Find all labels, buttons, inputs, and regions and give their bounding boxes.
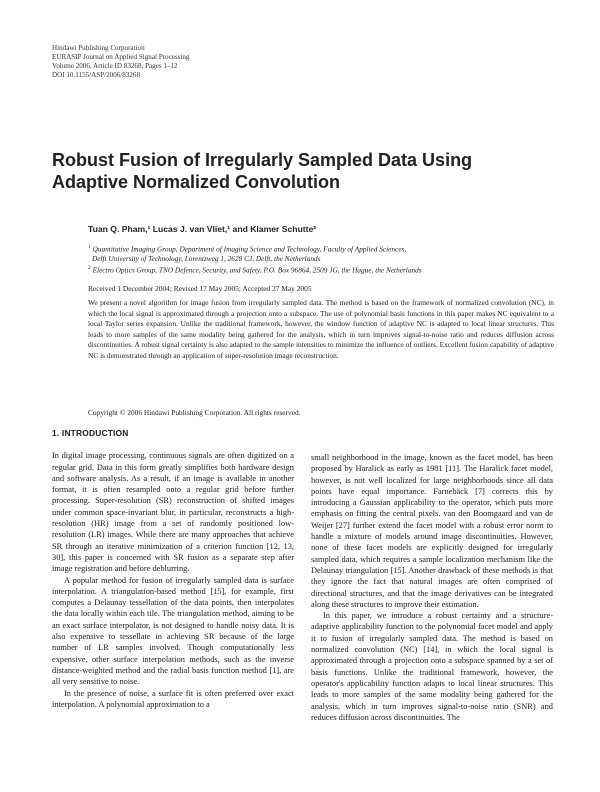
affiliation-1-number: 1: [88, 244, 91, 250]
journal-name: EURASIP Journal on Applied Signal Processing: [52, 53, 190, 61]
intro-paragraph-1: In digital image processing, continuous signals are often digitized on a regular grid. Data in this form greatly simplifies both hardware design and software analysis. As a result, if an image is available in another format, it is often resampled onto a regular grid before further processing. Super-resolution (SR) reconstruction of shifted images under common space-invariant blur, in particular, reconstructs a high-resolution (HR) image from a set of randomly positioned low-resolution (LR) images. While there are many approaches that achieve SR through an iterative minimization of a criterion function [12, 13, 30], this paper is concerned with SR fusion as a separate step after image registration and before deblurring.: [52, 451, 294, 574]
affiliation-1: [88, 243, 558, 263]
intro-paragraph-2: A popular method for fusion of irregularly sampled data is surface interpolation. A triangulation-based method [15], for example, first computes a Delaunay tessellation of the data points, then interpolates the data locally within each tile. The triangulation method, aiming to be an exact surface interpolator, is not designed to handle noisy data. It is also expensive to tessellate in achieving SR because of the large number of LR samples involved. Though computationally less expensive, other surface interpolation methods, such as the inverse distance-weighted method and the radial basis function method [1], are all very sensitive to noise.: [52, 575, 294, 687]
intro-paragraph-3: In the presence of noise, a surface fit is often preferred over exact interpolation. A polynomial approximation to a: [52, 688, 294, 709]
publisher-line: Hindawi Publishing Corporation: [52, 44, 145, 52]
received-dates: Received 1 December 2004; Revised 17 May 2005; Accepted 27 May 2005: [88, 284, 312, 293]
left-column: [52, 428, 294, 710]
authors: Tuan Q. Pham,¹ Lucas J. van Vliet,¹ and Klamer Schutte²: [88, 224, 317, 234]
affiliation-1-line-2: Delft University of Technology, Lorentzweg 1, 2628 CJ, Delft, the Netherlands: [92, 253, 321, 263]
intro-paragraph-4: small neighborhood in the image, known as the facet model, has been proposed by Haralick as early as 1981 [11]. The Haralick facet model, however, is not well localized for large neighborhoods since all data points have equal importance. Farnebäck [7] corrects this by introducing a Gaussian applicability to the operator, which puts more emphasis on fitting the central pixels. van den Boomgaard and van de Weijer [27] further extend the facet model with a robust error norm to handle a mixture of models around image discontinuities. However, none of these facet models are explicitly designed for irregularly sampled data, which requires a sample localization mechanism like the Delaunay triangulation [15]. Another drawback of these methods is that they ignore the fact that natural images are often comprised of directional structures, and that the image derivatives can be integrated along these structures to improve their estimation.: [311, 453, 553, 609]
doi: DOI 10.1155/ASP/2006/83268: [52, 71, 141, 79]
title-line-2: Adaptive Normalized Convolution: [52, 172, 341, 192]
affiliation-1-line-1: Quantitative Imaging Group, Department of Imaging Science and Technology, Faculty of Applied Sciences,: [92, 244, 407, 254]
affiliation-2-line-1: Electro Optics Group, TNO Defence, Security, and Safety, P.O. Box 96864, 2509 JG, the Hague, the Netherlands: [92, 265, 422, 275]
intro-paragraph-5: In this paper, we introduce a robust certainty and a structure-adaptive applicability function to the polynomial facet model and apply it to fusion of irregularly sampled data. The method is based on normalized convolution (NC) [14], in which the local signal is approximated through a projection onto a subspace spanned by a set of basis functions. Unlike the traditional framework, however, the operator's applicability function adapts to local linear structures. This leads to more samples of the same modality being gathered for the analysis, which in turn improves signal-to-noise ratio (SNR) and reduces diffusion across discontinuities. The: [311, 611, 553, 722]
copyright-notice: Copyright © 2006 Hindawi Publishing Corporation. All rights reserved.: [88, 408, 301, 417]
journal-header: [52, 44, 189, 80]
title-line-1: Robust Fusion of Irregularly Sampled Data Using: [52, 150, 473, 170]
right-column: [311, 452, 553, 723]
affiliation-2-number: 2: [88, 265, 91, 271]
paper-title: [52, 149, 532, 193]
abstract: We present a novel algorithm for image fusion from irregularly sampled data. The method is based on the framework of normalized convolution (NC), in which the local signal is approximated through a projection onto a subspace. The use of polynomial basis functions in this paper makes NC equivalent to a local Taylor series expansion. Unlike the traditional framework, however, the window function of adaptive NC is adapted to local linear structures. This leads to more samples of the same modality being gathered for the analysis, which in turn improves signal-to-noise ratio and reduces diffusion across discontinuities. A robust signal certainty is also adapted to the sample intensities to minimize the influence of outliers. Excellent fusion capability of adaptive NC is demonstrated through an application of super-resolution image reconstruction.: [88, 298, 554, 360]
affiliation-2: [88, 264, 558, 275]
section-heading-introduction: 1. INTRODUCTION: [52, 428, 129, 438]
volume-info: Volume 2006, Article ID 83268, Pages 1–12: [52, 62, 178, 70]
